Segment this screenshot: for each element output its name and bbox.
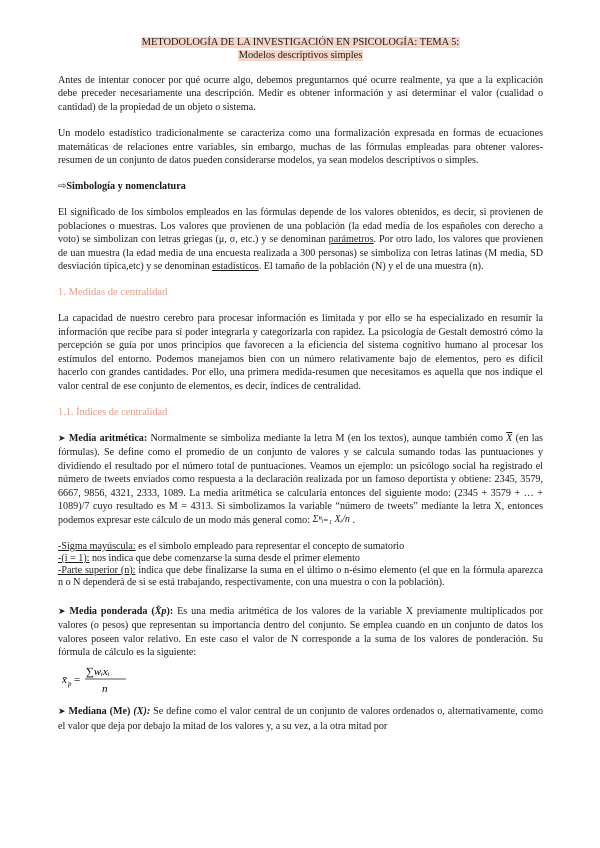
section-heading-1-1: 1.1. Índices de centralidad xyxy=(58,406,168,418)
formula-sub: p xyxy=(68,680,72,689)
media-ponderada-paragraph: ➤ Media ponderada (X̄p): Es una media aritmética de los valores de la variable X previamente multiplicados por valores (o pesos) que representan su importancia dentro del conjunto. Se emplea cuando en un conjunto de datos los valores poseen valor relativo. En este caso el valor de N corresponde a la suma de los valores de ponderación. Su fórmula de cálculo es la siguiente: xyxy=(58,605,543,658)
arrow-icon: ⇨ xyxy=(58,181,67,193)
formula-denominator: n xyxy=(102,683,108,696)
section-heading-simbologia: ⇨Simbología y nomenclatura xyxy=(58,181,186,193)
definition-item: -Sigma mayúscula: es el símbolo empleado para representar el concepto de sumatorio xyxy=(58,540,405,552)
media-aritmetica-label: Media aritmética: xyxy=(68,432,148,444)
document-header xyxy=(58,36,543,62)
definition-item: -Parte superior (n): indica que debe finalizarse la suma en el último o n-ésimo elemento (el que en la fórmula aparezca n o N dependerá de si se está trabajando, respectivamente, con una muestra o con la población). xyxy=(58,564,543,588)
term-parametros: parámetros xyxy=(328,234,374,246)
intro-paragraph-2: Un modelo estadístico tradicionalmente se caracteriza como una formalización expresada en formas de ecuaciones matemáticas de relaciones entre variables, sin embargo, muchas de las fórmulas empleadas para obtener valores-resumen de un conjunto de datos pueden considerarse modelos, ya sean modelos descriptivos o simples. xyxy=(58,128,543,167)
document-subtitle: Modelos descriptivos simples xyxy=(238,50,363,61)
bullet-icon: ➤ xyxy=(58,433,66,444)
mediana-paragraph: ➤ Mediana (Me) (X): Se define como el valor central de un conjunto de valores ordenados o, alternativamente, como el valor que deja por debajo la mitad de los valores y, a su vez, a la otra mitad por xyxy=(58,706,543,732)
document-page xyxy=(58,36,543,733)
bullet-icon: ➤ xyxy=(58,606,66,617)
definition-list xyxy=(58,541,543,589)
simbologia-paragraph: El significado de los símbolos empleados en las fórmulas depende de los valores obtenidos, es decir, si provienen de poblaciones o muestras. Los valores que provienen de una población (la edad media de los españoles con derecho a voto) se simbolizan con letras griegas (μ, σ, etc.) y se denominan parámetros. Por otro lado, los valores que provienen de uan muestra (la edad media de una encuesta realizada a 300 personas) se simboliza con letras latinas (M media, SD desviación típica,etc) y se denominan estadísticos. El tamaño de la población (N) y el de una muestra (n). xyxy=(58,207,543,273)
mediana-symbol: (X): xyxy=(133,706,151,718)
formula-numerator: ∑wᵢxᵢ xyxy=(86,666,110,679)
svg-text:=: = xyxy=(74,674,81,687)
xp-symbol: X̄p xyxy=(154,605,167,617)
document-title: METODOLOGÍA DE LA INVESTIGACIÓN EN PSICOLOGÍA: TEMA 5: xyxy=(141,37,460,48)
formula-svg xyxy=(60,661,130,699)
media-aritmetica-paragraph: ➤ Media aritmética: Normalmente se simboliza mediante la letra M (en los textos), aunque también como $\overline{X}$ (en las fórmulas). Se define como el promedio de un conjunto de valores y se calcula sumando todas las puntuaciones y dividiendo el resultado por el número total de puntuaciones. Veamos un ejemplo: un psicólogo social ha registrado el número de tweets enviados como respuesta a la declaración realizada por un famoso deportista y obtiene: 2345, 3579, 6667, 9856, 4321, 2333, 1089. La media aritmética se calcularía entonces del siguiente modo: (2345 + 3579 + … + 1089)/7 cuyo resultado es M = 4313. Si simbolizamos la variable “número de tweets” mediante la letra X, entonces podemos expresar este cálculo de un modo más general como: Σⁿᵢ₌₁ Xᵢ/n . xyxy=(58,432,543,527)
definition-item: -(i = 1): nos indica que debe comenzarse la suma desde el primer elemento xyxy=(58,552,360,564)
mediana-label: Mediana (Me) xyxy=(68,706,131,718)
intro-paragraph-1: Antes de intentar conocer por qué ocurre algo, debemos preguntarnos qué ocurre realmente, ya que a la explicación debe preceder necesariamente una descripción. Medir es obtener información y así determinar el valor (cualidad o cantidad) de la propiedad de un objeto o sistema. xyxy=(58,75,543,113)
section1-paragraph: La capacidad de nuestro cerebro para procesar información es limitada y por ello se ha especializado en resumir la información que recibe para sí poder integrarla y categorizarla con rapidez. La psicología de Gestalt demostró cómo la percepción se guía por unos principios que favorecen a la eficiencia del sistema cognitivo humano al procesar los estímulos del entorno. Podemos manejamos bien con un número relativamente bajo de elementos, pero es difícil hacerlo con grandes cantidades. Por ello, una primera medida-resumen que necesitamos es aquella que nos indique el valor central de ese conjunto de elementos, es decir, índices de centralidad. xyxy=(58,313,543,392)
media-ponderada-label: Media ponderada ( xyxy=(69,605,155,617)
section-heading-1: 1. Medidas de centralidad xyxy=(58,287,168,299)
bullet-icon: ➤ xyxy=(58,707,66,718)
term-estadisticos: estadísticos xyxy=(212,261,259,273)
formula-lhs: x̄ xyxy=(62,674,67,687)
xbar-symbol: $\overline{X}$ xyxy=(506,432,513,444)
weighted-mean-formula xyxy=(60,661,130,699)
sum-formula: Σⁿᵢ₌₁ Xᵢ/n xyxy=(312,514,350,526)
